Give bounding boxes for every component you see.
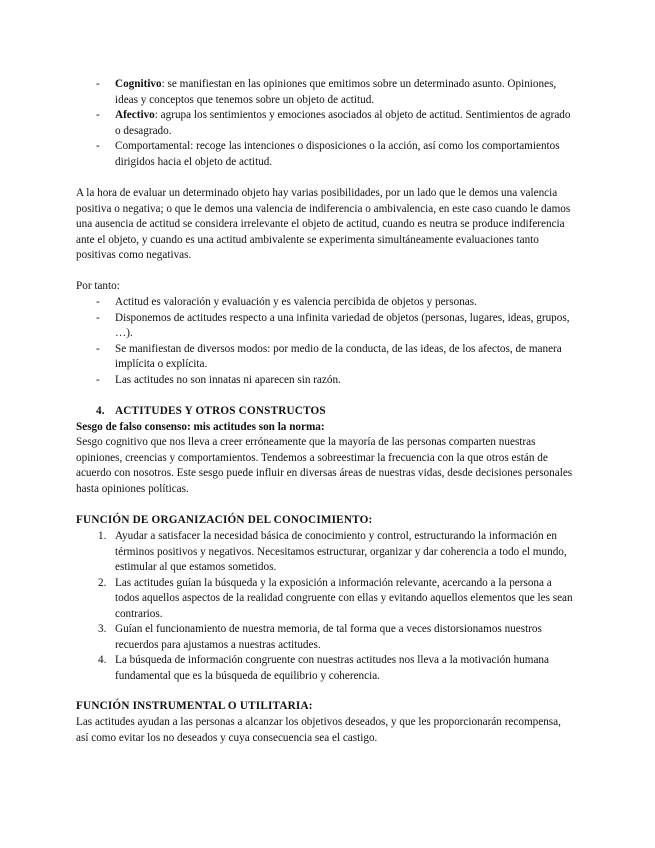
item-text: Comportamental: recoge las intenciones o disposiciones o la acción, así como los comportamientos dirigidos hacia el objeto de actitud.: [115, 140, 560, 168]
list-item: [76, 342, 576, 373]
funcion-organizacion-heading: FUNCIÓN DE ORGANIZACIÓN DEL CONOCIMIENTO:: [76, 514, 373, 526]
item-number: 3.: [98, 623, 107, 635]
list-item: [76, 373, 576, 389]
funcion-instrumental-paragraph: Las actitudes ayudan a las personas a alcanzar los objetivos deseados, y que les proporcionarán recompensa, así como evitar los no deseados y cuya consecuencia sea el castigo.: [76, 716, 561, 744]
funcion-instrumental-heading: FUNCIÓN INSTRUMENTAL O UTILITARIA:: [76, 700, 313, 712]
list-item: [76, 529, 576, 576]
dash-bullet: -: [96, 311, 100, 324]
sesgo-paragraph: Sesgo cognitivo que nos lleva a creer erróneamente que la mayoría de las personas comparten nuestras opiniones, creencias y comportamientos. Tendemos a sobreestimar la frecuencia con la que otros están de acuerdo con nosotros. Este sesgo puede influir en diversas áreas de nuestras vidas, desde decisiones personales hasta opiniones políticas.: [76, 436, 573, 495]
item-text: Disponemos de actitudes respecto a una infinita variedad de objetos (personas, lugares, ideas, grupos, …).: [115, 311, 570, 339]
dash-bullet: -: [96, 373, 100, 386]
list-item: [76, 653, 576, 684]
list-item: [76, 108, 576, 139]
list-item: [76, 576, 576, 623]
item-text: Ayudar a satisfacer la necesidad básica de conocimiento y control, estructurando la información en términos positivos y negativos. Necesitamos estructurar, organizar y dar coherencia a todo el mundo, estimular al que estamos sometidos.: [115, 530, 567, 573]
dash-bullet: -: [96, 78, 100, 90]
dash-bullet: -: [96, 109, 100, 121]
section-number: 4.: [96, 405, 105, 417]
item-text: Se manifiestan de diversos modos: por medio de la conducta, de las ideas, de los afectos, de manera implícita o explícita.: [115, 342, 562, 370]
section-4-heading: [96, 404, 576, 420]
dash-bullet: -: [96, 296, 100, 308]
list-item: [76, 77, 576, 108]
list-item: [76, 139, 576, 170]
por-tanto-label: Por tanto:: [76, 280, 120, 292]
item-text: Guían el funcionamiento de nuestra memoria, de tal forma que a veces distorsionamos nuestros recuerdos para ajustamos a nuestras actitudes.: [115, 623, 542, 651]
item-number: 4.: [98, 654, 107, 666]
item-text: La búsqueda de información congruente con nuestras actitudes nos lleva a la motivación humana fundamental que es la búsqueda de equilibrio y coherencia.: [115, 654, 549, 682]
dash-bullet: -: [96, 342, 100, 355]
item-text: : agrupa los sentimientos y emociones asociados al objeto de actitud. Sentimientos de agrado o desagrado.: [115, 109, 571, 137]
item-number: 1.: [98, 530, 107, 542]
item-text: Las actitudes no son innatas ni aparecen sin razón.: [115, 373, 341, 386]
item-text: : se manifiestan en las opiniones que emitimos sobre un determinado asunto. Opiniones, ideas y conceptos que tenemos sobre un objeto de actitud.: [115, 78, 557, 106]
item-text: Actitud es valoración y evaluación y es valencia percibida de objetos y personas.: [115, 296, 477, 308]
dash-bullet: -: [96, 140, 100, 152]
term-afectivo: Afectivo: [115, 109, 155, 121]
valence-paragraph: A la hora de evaluar un determinado objeto hay varias posibilidades, por un lado que le demos una valencia positiva o negativa; o que le demos una valencia de indiferencia o ambivalencia, en este caso cuando le damos una ausencia de actitud se considera irrelevante el objeto de actitud, cuando es neutra se produce indiferencia ante el objeto, y cuando es una actitud ambivalente se experimenta simultáneamente evaluaciones tanto positivas como negativas.: [76, 187, 571, 261]
sesgo-heading: Sesgo de falso consenso: mis actitudes son la norma:: [76, 421, 325, 433]
list-item: [76, 622, 576, 653]
attitude-components-list: [76, 77, 576, 170]
por-tanto-list: [76, 295, 576, 388]
funcion-organizacion-list: [76, 529, 576, 684]
item-text: Las actitudes guían la búsqueda y la exposición a información relevante, acercando a la persona a todos aquellos aspectos de la realidad congruente con ellas y evitando aquellos elementos que les sean contrarios.: [115, 576, 573, 620]
list-item: [76, 295, 576, 311]
item-number: 2.: [98, 576, 107, 589]
section-title: ACTITUDES Y OTROS CONSTRUCTOS: [115, 405, 326, 417]
term-cognitivo: Cognitivo: [115, 78, 162, 90]
list-item: [76, 311, 576, 342]
